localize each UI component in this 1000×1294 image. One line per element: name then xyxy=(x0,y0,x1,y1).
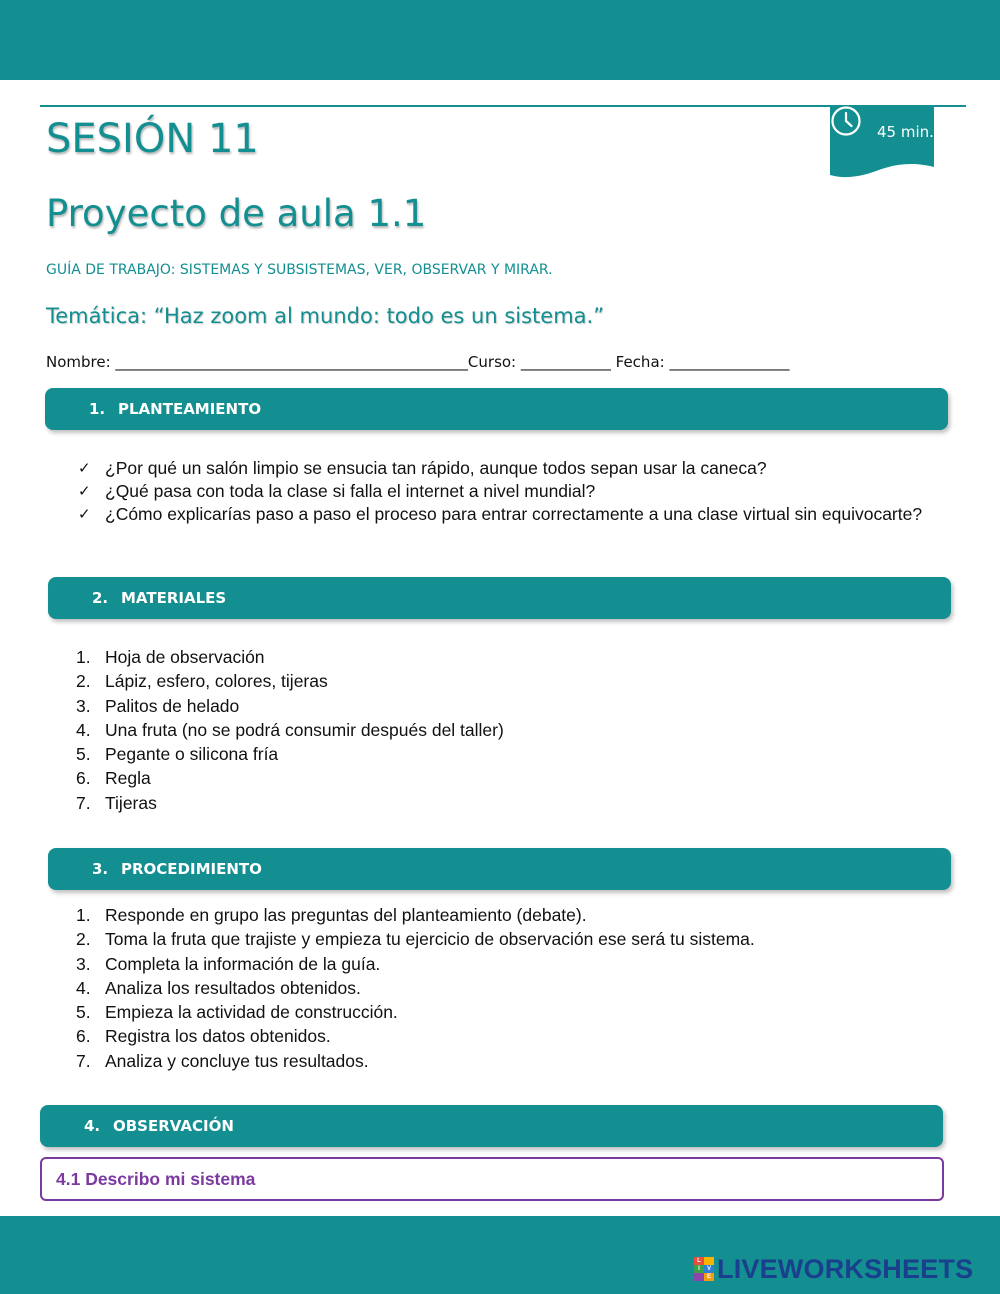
question-text: ¿Por qué un salón limpio se ensucia tan rápido, aunque todos sepan usar la caneca? xyxy=(105,458,767,478)
question-text: ¿Qué pasa con toda la clase si falla el internet a nivel mundial? xyxy=(105,481,596,501)
logo-cube xyxy=(704,1257,714,1265)
liveworksheets-logo[interactable] xyxy=(694,1255,973,1283)
thematic-line: Temática: “Haz zoom al mundo: todo es un sistema.” xyxy=(46,304,605,328)
section-header-procedimiento xyxy=(48,848,951,890)
logo-cube-letter: V xyxy=(704,1265,714,1273)
list-item xyxy=(76,694,504,718)
logo-cube-letter: L xyxy=(694,1257,704,1265)
list-item xyxy=(76,1049,755,1073)
item-text: Palitos de helado xyxy=(105,695,240,716)
section-number: 4. xyxy=(84,1117,101,1135)
item-text: Una fruta (no se podrá consumir después del taller) xyxy=(105,719,504,740)
item-text: Responde en grupo las preguntas del planteamiento (debate). xyxy=(105,905,587,925)
project-title: Proyecto de aula 1.1 xyxy=(46,192,427,235)
clock-icon xyxy=(830,105,862,137)
subsection-title: 4.1 Describo mi sistema xyxy=(56,1169,256,1189)
section-label: PROCEDIMIENTO xyxy=(121,860,262,878)
guide-line: GUÍA DE TRABAJO: SISTEMAS Y SUBSISTEMAS, VER, OBSERVAR Y MIRAR. xyxy=(46,262,553,278)
student-info-line: Nombre: _______________________________________________Curso: ____________ Fecha: ________________ xyxy=(46,353,790,371)
item-text: Tijeras xyxy=(105,792,157,813)
duration-text: 45 min. xyxy=(877,123,934,141)
list-item xyxy=(76,742,504,766)
item-number: 4. xyxy=(76,977,91,998)
top-header-band xyxy=(0,0,1000,80)
section-number: 1. xyxy=(89,400,106,418)
list-item xyxy=(76,952,755,976)
item-text: Empieza la actividad de construcción. xyxy=(105,1002,398,1023)
item-number: 7. xyxy=(76,792,91,813)
item-number: 1. xyxy=(76,905,91,925)
section-label: PLANTEAMIENTO xyxy=(118,400,262,418)
item-number: 1. xyxy=(76,647,91,667)
section-header-planteamiento xyxy=(45,388,948,430)
check-icon: ✓ xyxy=(78,505,91,523)
list-item xyxy=(76,976,755,1000)
section-number: 3. xyxy=(92,860,109,878)
item-number: 2. xyxy=(76,929,91,950)
list-item xyxy=(78,457,952,480)
list-item xyxy=(76,1000,755,1024)
list-item xyxy=(76,766,504,790)
list-item xyxy=(78,503,952,526)
item-text: Analiza y concluye tus resultados. xyxy=(105,1050,369,1071)
item-text: Regla xyxy=(105,768,151,789)
section-header-materiales xyxy=(48,577,951,619)
item-text: Analiza los resultados obtenidos. xyxy=(105,977,361,998)
check-icon: ✓ xyxy=(78,459,91,477)
item-text: Completa la información de la guía. xyxy=(105,953,381,974)
item-text: Hoja de observación xyxy=(105,647,265,667)
logo-cube-letter: I xyxy=(694,1265,704,1273)
planteamiento-questions xyxy=(78,457,952,526)
item-number: 7. xyxy=(76,1050,91,1071)
item-number: 3. xyxy=(76,695,91,716)
section-number: 2. xyxy=(92,589,109,607)
item-number: 5. xyxy=(76,744,91,765)
item-number: 2. xyxy=(76,671,91,692)
item-number: 5. xyxy=(76,1002,91,1023)
list-item xyxy=(76,645,504,669)
section-label: OBSERVACIÓN xyxy=(113,1117,234,1135)
duration-flag xyxy=(830,105,934,181)
item-text: Registra los datos obtenidos. xyxy=(105,1026,331,1047)
item-number: 6. xyxy=(76,1026,91,1047)
list-item xyxy=(76,927,755,951)
logo-cube-letter: E xyxy=(704,1273,714,1281)
item-number: 6. xyxy=(76,768,91,789)
logo-cube xyxy=(694,1273,704,1281)
header-rule xyxy=(40,105,966,107)
question-text: ¿Cómo explicarías paso a paso el proceso para entrar correctamente a una clase virtual sin equivocarte? xyxy=(105,504,923,524)
item-text: Lápiz, esfero, colores, tijeras xyxy=(105,671,328,692)
session-title: SESIÓN 11 xyxy=(46,116,259,162)
section-label: MATERIALES xyxy=(121,589,227,607)
list-item xyxy=(76,791,504,815)
section-header-observacion xyxy=(40,1105,943,1147)
brand-text: LIVEWORKSHEETS xyxy=(717,1253,974,1284)
list-item xyxy=(76,1024,755,1048)
list-item xyxy=(76,669,504,693)
logo-cubes-icon xyxy=(694,1257,714,1281)
procedure-list xyxy=(76,903,755,1073)
list-item xyxy=(76,718,504,742)
list-item xyxy=(76,903,755,927)
item-text: Pegante o silicona fría xyxy=(105,744,279,765)
item-number: 3. xyxy=(76,953,91,974)
item-text: Toma la fruta que trajiste y empieza tu ejercicio de observación ese será tu sistema. xyxy=(105,929,755,950)
subsection-box xyxy=(40,1157,944,1201)
item-number: 4. xyxy=(76,719,91,740)
materials-list xyxy=(76,645,504,815)
list-item xyxy=(78,480,952,503)
check-icon: ✓ xyxy=(78,482,91,500)
